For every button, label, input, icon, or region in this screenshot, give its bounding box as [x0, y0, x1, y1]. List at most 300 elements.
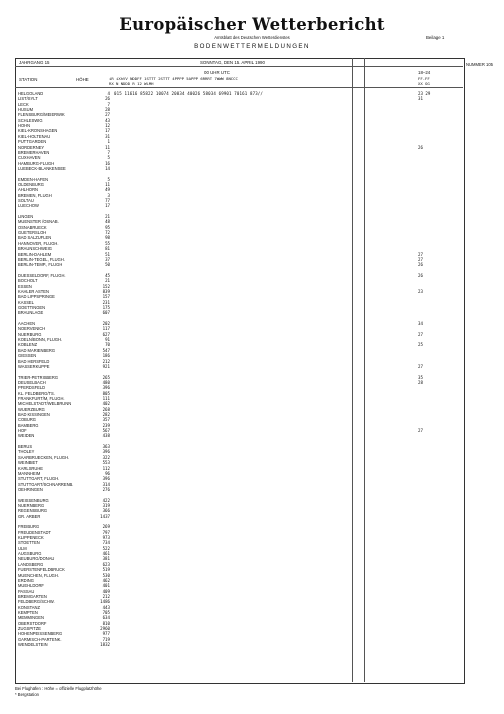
- station-name: PASSAU: [18, 588, 35, 594]
- station-height: 72: [105, 230, 110, 236]
- station-height: 2960: [100, 626, 110, 631]
- table-row: [18, 638, 458, 643]
- station-name: PUTTGARDEN: [18, 139, 47, 145]
- table-row: [18, 552, 458, 557]
- station-name: HELGOLAND: [18, 91, 44, 96]
- table-row: [18, 616, 458, 621]
- station-height: 17: [105, 128, 110, 134]
- table-row: [18, 445, 458, 450]
- station-name: MUENSTER /OSNAB.: [18, 219, 59, 225]
- table-row: [18, 632, 458, 637]
- station-name: MUENCHEN, FLUGH.: [18, 572, 59, 578]
- wind-gust: 27: [418, 331, 423, 337]
- table-row: [18, 146, 458, 151]
- station-name: NUERNBERG: [18, 502, 45, 508]
- station-height: 95: [105, 224, 110, 230]
- table-row: [18, 119, 458, 124]
- station-name: ULM: [18, 545, 27, 551]
- table-row: [18, 354, 458, 359]
- table-row: [18, 231, 458, 236]
- table-row: [18, 263, 458, 268]
- station-name: MEMMINGEN: [18, 615, 44, 621]
- wind-gust: 34: [418, 321, 423, 327]
- station-name: KIEL-KRONSHAGEN: [18, 128, 58, 134]
- station-name: LINGEN: [18, 214, 34, 220]
- table-row: [18, 151, 458, 156]
- station-height: 111: [102, 395, 110, 401]
- table-row: [18, 424, 458, 429]
- station-name: BERLIN-TEGEL, FLUGH.: [18, 256, 65, 262]
- group-spacer: [18, 370, 458, 375]
- station-name: PFERDSFELD: [18, 385, 46, 391]
- station-name: OLDENBURG: [18, 181, 44, 187]
- group-spacer: [18, 210, 458, 215]
- station-name: DUESSELDORF, FLUGH.: [18, 272, 66, 278]
- station-height: 282: [102, 412, 110, 417]
- station-name: NEUBURG/DONAU: [18, 556, 55, 562]
- station-height: 547: [102, 347, 110, 353]
- codes-header-1: iR iXhVV NDDFF 1STTT 2STTT 4PPPP 5APPP 6RRRT 7WWW 8NCCC: [109, 76, 238, 81]
- wind-gust: 26: [418, 272, 423, 278]
- wind-gust: 28: [418, 379, 423, 385]
- station-height: 519: [102, 567, 110, 573]
- section-title: BODENWETTERMELDUNGEN: [194, 43, 310, 50]
- station-height: 805: [102, 390, 110, 396]
- time-range: 18–24: [418, 70, 431, 75]
- table-row: [18, 525, 458, 530]
- station-name: BAD KISSINGEN: [18, 412, 50, 417]
- wind-gust: 25: [418, 342, 423, 348]
- station-name: WEINBIET: [18, 460, 38, 466]
- station-name: AUGSBURG: [18, 551, 42, 557]
- station-height: 98: [105, 235, 110, 241]
- station-height: 265: [102, 374, 110, 380]
- station-height: 553: [102, 460, 110, 466]
- table-row: [18, 311, 458, 316]
- station-height: 37: [105, 256, 110, 262]
- table-row: [18, 450, 458, 455]
- table-row: [18, 499, 458, 504]
- table-row: [18, 541, 458, 546]
- wind-gust: 35: [418, 374, 423, 380]
- table-row: [18, 333, 458, 338]
- table-row: [18, 557, 458, 562]
- table-row: [18, 643, 458, 648]
- table-row: [18, 584, 458, 589]
- station-height: 269: [102, 524, 110, 530]
- station-height: 186: [102, 353, 110, 359]
- table-row: [18, 531, 458, 536]
- station-height: 319: [102, 502, 110, 508]
- table-row: [18, 600, 458, 605]
- table-row: [18, 290, 458, 295]
- station-height: 48: [105, 219, 110, 225]
- table-row: [18, 135, 458, 140]
- wind-gust: 26: [418, 144, 423, 150]
- wind-gust: 31: [418, 96, 423, 102]
- station-height: 627: [102, 331, 110, 337]
- station-height: 14: [105, 165, 110, 171]
- station-name: AACHEN: [18, 321, 36, 327]
- bulletin-title: Europäischer Wetterbericht: [119, 15, 385, 34]
- station-name: HOHENPEISSENBERG: [18, 631, 63, 637]
- station-height: 7: [107, 101, 110, 107]
- table-row: [18, 595, 458, 600]
- bulletin-subtitle: Amtsblatt des Deutschen Wetterdienstes: [214, 35, 290, 40]
- station-name: WUERZBURG: [18, 406, 45, 412]
- table-row: [18, 194, 458, 199]
- station-name: NUERBURG: [18, 331, 42, 337]
- station-height: 21: [105, 278, 110, 284]
- station-height: 112: [102, 465, 110, 471]
- codes-header-2: RX N NDDD R 12 WLMH: [109, 81, 154, 86]
- station-height: 1: [107, 139, 110, 145]
- station-height: 7: [107, 149, 110, 155]
- table-row: [18, 434, 458, 439]
- station-name: KOBLENZ: [18, 342, 38, 348]
- table-row: [18, 343, 458, 348]
- station-name: LANDSBERG: [18, 561, 44, 567]
- station-height: 16: [105, 160, 110, 166]
- station-height: 567: [102, 428, 110, 434]
- station-name: NOERVENICH: [18, 326, 46, 332]
- station-height: 438: [102, 433, 110, 439]
- station-height: 96: [105, 470, 110, 476]
- station-height: 212: [102, 358, 110, 364]
- table-row: [18, 360, 458, 365]
- station-name: GOETTINGEN: [18, 305, 46, 310]
- station-name: LIST/SYLT: [18, 96, 38, 102]
- footnote-mountain: * Bergstation: [15, 692, 39, 697]
- station-name: SCHLESWIG: [18, 117, 43, 123]
- table-row: [18, 301, 458, 306]
- table-row: [18, 418, 458, 423]
- station-name: KEMPTEN: [18, 609, 38, 615]
- table-row: [18, 253, 458, 258]
- table-row: [18, 108, 458, 113]
- station-name: BREMGARTEN: [18, 593, 47, 599]
- station-height: 45: [105, 272, 110, 278]
- station-height: 734: [102, 540, 110, 546]
- right-header-1: FF-FF: [418, 76, 430, 81]
- station-height: 357: [102, 417, 110, 423]
- station-name: FREIBURG: [18, 524, 40, 530]
- station-height: 77: [105, 198, 110, 203]
- station-name: KOELN/BONN, FLUGH.: [18, 337, 63, 343]
- table-row: [18, 306, 458, 311]
- group-spacer: [18, 440, 458, 445]
- group-spacer: [18, 269, 458, 274]
- station-height: 396: [102, 385, 110, 391]
- station-height: 28: [105, 107, 110, 113]
- table-row: [18, 622, 458, 627]
- station-name: OSNABRUECK: [18, 224, 47, 230]
- wind-gust: 27: [418, 428, 423, 434]
- station-height: 4: [107, 91, 110, 96]
- station-name: KLIPPENECK: [18, 535, 44, 541]
- wind-gust: 27: [418, 256, 423, 262]
- station-name: KARLSRUHE: [18, 465, 44, 471]
- station-name: DEUSELBACH: [18, 379, 46, 385]
- station-height: 51: [105, 251, 110, 257]
- table-row: [18, 188, 458, 193]
- station-name: BERUS: [18, 444, 33, 450]
- table-row: [18, 397, 458, 402]
- table-row: [18, 515, 458, 520]
- table-row: [18, 509, 458, 514]
- station-name: THOLEY: [18, 449, 35, 455]
- beilage-label: Beilage 1: [426, 35, 445, 40]
- table-row: [18, 611, 458, 616]
- table-row: [18, 162, 458, 167]
- station-height: 1437: [100, 513, 110, 519]
- station-height: 634: [102, 615, 110, 621]
- right-header-2: XX GG: [418, 81, 430, 86]
- wind-gust: 27: [418, 251, 423, 257]
- station-name: MUEHLDORF: [18, 583, 44, 589]
- station-height: 3: [107, 192, 110, 198]
- table-row: [18, 461, 458, 466]
- station-height: 363: [102, 444, 110, 450]
- station-name: BAD LIPPSPRINGE: [18, 294, 55, 300]
- station-name: NORDERNEY: [18, 144, 45, 150]
- station-height: 27: [105, 112, 110, 118]
- table-row: [18, 456, 458, 461]
- table-row: [18, 295, 458, 300]
- station-height: 231: [102, 299, 110, 305]
- station-name: MANNHEIM: [18, 470, 41, 476]
- table-row: [18, 574, 458, 579]
- station-name: FELDBERG/SCHW.: [18, 599, 55, 605]
- station-height: 409: [102, 588, 110, 594]
- station-height: 55: [105, 240, 110, 246]
- wind-gust: 23 29: [418, 91, 431, 96]
- footnote-airports: Bei Flughäfen : Höhe = offizielle Flugplatzhöhe: [15, 686, 102, 691]
- station-name: LUEBECK-BLANKENSEE: [18, 165, 66, 171]
- station-name: LUECHOW: [18, 203, 39, 209]
- divider: [15, 87, 463, 88]
- station-height: 43: [105, 117, 110, 123]
- group-spacer: [18, 317, 458, 322]
- station-name: KASSEL: [18, 299, 34, 305]
- station-name: WENDELSTEIN: [18, 642, 48, 648]
- station-name: BAMBERG: [18, 422, 39, 428]
- station-name: KAHLER ASTEN: [18, 288, 49, 294]
- table-row: [18, 92, 458, 97]
- station-height: 31: [105, 133, 110, 139]
- station-name: MICHELSTADT/WELBRUNN: [18, 401, 72, 407]
- table-row: [18, 113, 458, 118]
- station-height: 810: [102, 620, 110, 626]
- table-row: [18, 140, 458, 145]
- station-name: ERDING: [18, 577, 34, 583]
- station-height: 276: [102, 486, 110, 492]
- wind-gust: 23: [418, 288, 423, 294]
- station-height: 1832: [100, 642, 110, 648]
- table-row: [18, 236, 458, 241]
- table-row: [18, 386, 458, 391]
- station-height: 797: [102, 529, 110, 535]
- station-height: 50: [105, 262, 110, 268]
- station-name: HOHN: [18, 123, 31, 129]
- station-name: WEISSENBURG: [18, 497, 49, 503]
- station-height: 381: [102, 556, 110, 562]
- station-height: 607: [102, 310, 110, 316]
- station-name: SAARBRUECKEN, FLUGH.: [18, 454, 70, 460]
- station-height: 461: [102, 551, 110, 557]
- divider: [15, 66, 463, 67]
- station-height: 12: [105, 123, 110, 129]
- table-row: [18, 247, 458, 252]
- table-row: [18, 258, 458, 263]
- station-height: 152: [102, 283, 110, 289]
- station-height: 719: [102, 636, 110, 642]
- station-name: KL. FELDBERG/TS.: [18, 390, 55, 396]
- table-row: [18, 199, 458, 204]
- time-label: 00 UHR UTC: [204, 70, 230, 75]
- station-name: REGENSBURG: [18, 508, 48, 514]
- station-name: CUXHAVEN: [18, 155, 41, 161]
- station-name: BRAUNSCHWEIG: [18, 246, 52, 252]
- station-height: 977: [102, 631, 110, 637]
- station-height: 5: [107, 155, 110, 161]
- table-row: [18, 568, 458, 573]
- station-height: 11: [105, 144, 110, 150]
- station-name: FRANKFURT/M, FLUGH.: [18, 395, 65, 401]
- group-spacer: [18, 520, 458, 525]
- station-name: STOETTEN: [18, 540, 40, 546]
- station-height: 314: [102, 481, 110, 487]
- station-name: BAD SALZUFLEN: [18, 235, 52, 241]
- station-height: 91: [105, 337, 110, 343]
- station-height: 396: [102, 449, 110, 455]
- station-name: GR. ARBER: [18, 513, 41, 519]
- station-height: 1486: [100, 599, 110, 605]
- table-row: [18, 156, 458, 161]
- table-row: [18, 167, 458, 172]
- height-header: HÖHE: [76, 77, 89, 82]
- table-row: [18, 124, 458, 129]
- station-height: 5: [107, 176, 110, 182]
- table-row: [18, 129, 458, 134]
- station-height: 623: [102, 561, 110, 567]
- table-row: [18, 322, 458, 327]
- station-height: 973: [102, 535, 110, 541]
- station-name: ESSEN: [18, 283, 32, 289]
- table-row: [18, 472, 458, 477]
- station-height: 443: [102, 604, 110, 610]
- issue-number: NUMMER 105: [466, 62, 493, 67]
- wind-gust: 27: [418, 363, 423, 369]
- station-name: GARMISCH-PARTENK.: [18, 636, 62, 642]
- station-height: 522: [102, 545, 110, 551]
- station-height: 705: [102, 609, 110, 615]
- station-name: BERLIN-DAHLEM: [18, 251, 52, 257]
- table-row: [18, 349, 458, 354]
- station-name: BOCHOLT: [18, 278, 38, 284]
- station-name: BERLIN-TEMP., FLUGH: [18, 262, 63, 268]
- table-row: [18, 392, 458, 397]
- table-row: [18, 242, 458, 247]
- station-name: OBERSTDORF: [18, 620, 47, 626]
- table-row: [18, 97, 458, 102]
- station-name: OEHRINGEN: [18, 486, 43, 492]
- table-row: [18, 220, 458, 225]
- station-name: BAD HERSFELD: [18, 358, 50, 364]
- station-height: 26: [105, 96, 110, 102]
- table-row: [18, 590, 458, 595]
- station-height: 268: [102, 406, 110, 412]
- table-row: [18, 365, 458, 370]
- table-row: [18, 563, 458, 568]
- table-row: [18, 376, 458, 381]
- table-row: [18, 488, 458, 493]
- table-row: [18, 606, 458, 611]
- station-name: HAMBURG-FLUGH: [18, 160, 55, 166]
- table-row: [18, 402, 458, 407]
- date-text: SONNTAG, DEN 15. APRIL 1990: [200, 60, 265, 65]
- station-height: 11: [105, 181, 110, 187]
- station-height: 70: [105, 342, 110, 348]
- station-name: LECK: [18, 101, 29, 107]
- station-name: BAD MARIENBERG: [18, 347, 56, 353]
- station-name: BREMERHAVEN: [18, 149, 50, 155]
- table-row: [18, 178, 458, 183]
- station-height: 921: [102, 363, 110, 369]
- station-name: FUERSTENFELDBRUCK: [18, 567, 65, 573]
- station-height: 402: [102, 401, 110, 407]
- wind-gust: 26: [418, 262, 423, 268]
- station-name: STUTTGART/SCHNARRENB.: [18, 481, 74, 487]
- station-height: 401: [102, 583, 110, 589]
- table-row: [18, 408, 458, 413]
- station-height: 839: [102, 288, 110, 294]
- station-name: TRIER-PETRISBERG: [18, 374, 59, 380]
- group-spacer: [18, 493, 458, 498]
- table-row: [18, 483, 458, 488]
- station-name: HOF: [18, 428, 27, 434]
- table-row: [18, 226, 458, 231]
- station-name: WEIDEN: [18, 433, 35, 439]
- station-height: 49: [105, 187, 110, 193]
- table-row: [18, 504, 458, 509]
- station-height: 81: [105, 246, 110, 252]
- station-height: 396: [102, 476, 110, 482]
- table-row: [18, 627, 458, 632]
- station-height: 462: [102, 577, 110, 583]
- station-name: STUTTGART, FLUGH.: [18, 476, 60, 482]
- station-height: 21: [105, 214, 110, 220]
- station-name: GIESSEN: [18, 353, 37, 359]
- group-spacer: [18, 172, 458, 177]
- station-height: 157: [102, 294, 110, 300]
- table-row: [18, 547, 458, 552]
- table-row: [18, 204, 458, 209]
- station-name: KONSTANZ: [18, 604, 40, 610]
- station-height: 530: [102, 572, 110, 578]
- table-row: [18, 536, 458, 541]
- table-row: [18, 579, 458, 584]
- station-name: HANNOVER, FLUGH.: [18, 240, 59, 246]
- table-row: [18, 477, 458, 482]
- station-name: SOLTAU: [18, 198, 34, 203]
- station-name: HUSUM: [18, 107, 34, 113]
- table-row: [18, 338, 458, 343]
- table-row: [18, 274, 458, 279]
- station-name: BREMEN, FLUGH: [18, 192, 52, 198]
- table-row: [18, 413, 458, 418]
- station-height: 117: [102, 326, 110, 332]
